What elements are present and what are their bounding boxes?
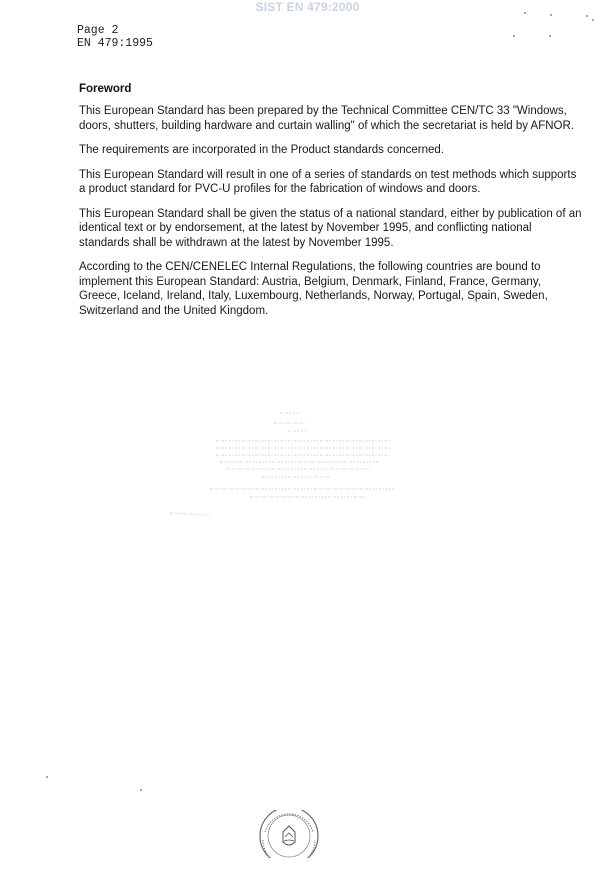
scan-speck — [550, 14, 552, 16]
watermark-standard-id: SIST EN 479:2000 — [255, 0, 360, 14]
scan-speck — [524, 12, 526, 14]
scan-speck — [140, 789, 142, 791]
scan-speck — [586, 15, 588, 17]
section-heading-foreword: Foreword — [79, 83, 132, 95]
institute-seal-stamp — [257, 810, 321, 858]
scan-speck — [513, 35, 515, 37]
paragraph: This European Standard shall be given the status of a national standard, either by publication of an identical text or by endorsement, at the latest by November 1995, and conflicting national standards shall be withdrawn at the latest by November 1995. — [79, 207, 582, 249]
scan-speck — [592, 19, 594, 21]
page-header — [77, 24, 153, 50]
paragraph: According to the CEN/CENELEC Internal Regulations, the following countries are bound to implement this European Standard: Austria, Belgium, Denmark, Finland, France, Germany, Greece, Iceland, Ireland, Italy, Luxembourg, Netherlands, Norway, Portugal, Spain, Sweden, Switzerland and the United Kingdom. — [79, 261, 548, 317]
scan-speck — [549, 35, 551, 37]
foreword-body — [79, 104, 584, 328]
paragraph: This European Standard has been prepared by the Technical Committee CEN/TC 33 "Windows, doors, shutters, building hardware and curtain walling" of which the secretariat is held by AFNOR. — [79, 105, 574, 132]
paragraph: This European Standard will result in one of a series of standards on test methods which supports a product standard for PVC-U profiles for the fabrication of windows and doors. — [79, 168, 577, 195]
scan-speck — [46, 776, 48, 778]
paragraph: The requirements are incorporated in the Product standards concerned. — [79, 144, 445, 156]
page-number: Page 2 — [77, 24, 119, 37]
bleed-through-smudge — [170, 405, 400, 525]
document-id: EN 479:1995 — [77, 37, 153, 50]
